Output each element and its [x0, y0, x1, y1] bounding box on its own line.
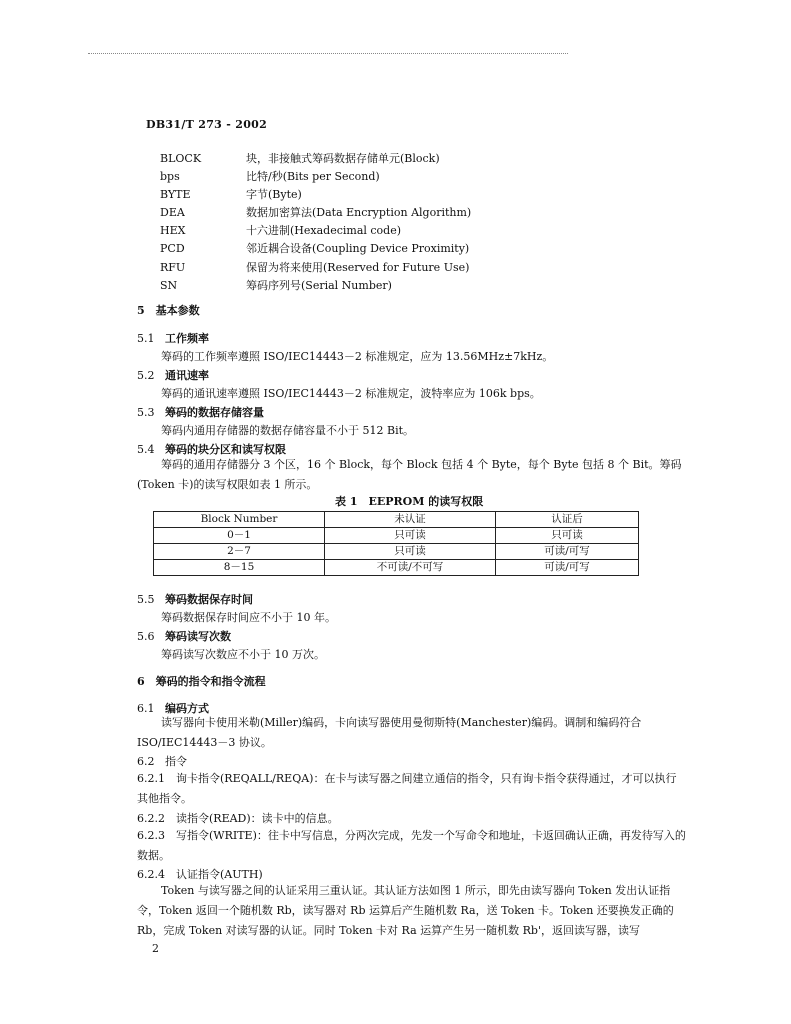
eeprom-permission-table: [153, 511, 639, 576]
section-5-2-body: 筹码的通讯速率遵照 ISO/IEC14443－2 标准规定，波特率应为 106k bps。: [161, 387, 541, 400]
clause-number: 6.2.2: [137, 812, 165, 825]
table-cell: 只可读: [325, 528, 496, 544]
section-5-4-body: 筹码的通用存储器分 3 个区，16 个 Block，每个 Block 包括 4 个 Byte，每个 Byte 包括 8 个 Bit。筹码(Token 卡)的读写权限如表 1 所示。: [137, 458, 682, 491]
section-6-2-4: [137, 866, 263, 882]
table-cell: 0－1: [154, 528, 325, 544]
section-number: 6: [137, 675, 145, 688]
section-title: 筹码的数据存储容量: [165, 406, 264, 419]
section-number: 5.4: [137, 443, 155, 456]
section-5-2-heading: [137, 367, 209, 383]
section-5-1-body: 筹码的工作频率遵照 ISO/IEC14443－2 标准规定，应为 13.56MHz±7kHz。: [161, 350, 554, 363]
section-title: 筹码读写次数: [165, 630, 231, 643]
abbr-desc: 块，非接触式筹码数据存储单元(Block): [246, 152, 440, 165]
clause-body: 认证指令(AUTH): [176, 868, 263, 881]
section-number: 6.2: [137, 755, 155, 768]
abbr-desc: 数据加密算法(Data Encryption Algorithm): [246, 206, 472, 220]
section-6-2-1: [137, 769, 687, 809]
abbr-row: [160, 168, 580, 186]
section-number: 5.2: [137, 369, 155, 382]
section-6-2-3: [137, 826, 687, 866]
abbr-row: [160, 204, 580, 222]
table-header-row: [154, 512, 639, 528]
clause-number: 6.2.1: [137, 772, 165, 785]
doc-header: DB31/T 273 - 2002: [146, 118, 268, 131]
section-5-5-body: 筹码数据保存时间应不小于 10 年。: [161, 611, 336, 624]
auth-paragraph: Token 与读写器之间的认证采用三重认证。其认证方法如图 1 所示，即先由读写器向 Token 发出认证指令，Token 返回一个随机数 Rb，读写器对 Rb 运算后产生随机数 Ra，送 Token 卡。Token 还要换发正确的 Rb，完成 Token 对读写器的认证。同时 Token 卡对 Ra 运算产生另一随机数 Rb'，返回读写器，读写: [137, 884, 674, 937]
table-cell: 只可读: [496, 528, 639, 544]
abbr-code: SN: [160, 278, 178, 292]
abbr-row: [160, 150, 580, 168]
table-cell: 只可读: [325, 544, 496, 560]
section-number: 5: [137, 304, 145, 317]
abbr-code: BYTE: [160, 188, 191, 202]
abbr-code: RFU: [160, 260, 186, 274]
abbr-code: HEX: [160, 224, 186, 238]
section-5-1-heading: [137, 330, 209, 346]
abbr-code: PCD: [160, 242, 185, 256]
abbr-desc: 十六进制(Hexadecimal code): [246, 224, 402, 238]
table-caption: 表 1 EEPROM 的读写权限: [335, 495, 484, 508]
section-title: 通讯速率: [165, 369, 209, 382]
section-number: 5.5: [137, 593, 155, 606]
page-number: 2: [152, 942, 159, 955]
section-title: 编码方式: [165, 702, 209, 715]
section-number: 5.1: [137, 332, 155, 345]
abbr-row: [160, 222, 580, 240]
table-row: [154, 560, 639, 576]
scan-noise: [88, 53, 568, 55]
column-header: 认证后: [496, 512, 639, 528]
abbr-desc: 筹码序列号(Serial Number): [246, 278, 392, 292]
table-cell: 可读/可写: [496, 544, 639, 560]
section-5-heading: [137, 302, 200, 318]
abbr-desc: 比特/秒(Bits per Second): [246, 170, 380, 184]
table-cell: 可读/可写: [496, 560, 639, 576]
clause-body: 询卡指令(REQALL/REQA)：在卡与读写器之间建立通信的指令，只有询卡指令获得通过，才可以执行其他指令。: [137, 772, 677, 805]
abbr-row: [160, 240, 580, 258]
clause-body: 写指令(WRITE)：往卡中写信息，分两次完成，先发一个写命令和地址，卡返回确认正确，再发待写入的数据。: [137, 829, 686, 862]
section-title: 筹码的指令和指令流程: [155, 675, 266, 688]
section-number: 5.3: [137, 406, 155, 419]
clause-body: 读指令(READ)：读卡中的信息。: [176, 812, 339, 825]
section-title: 指令: [165, 755, 187, 768]
table-cell: 2－7: [154, 544, 325, 560]
table-row: [154, 544, 639, 560]
section-number: 6.1: [137, 702, 155, 715]
column-header: Block Number: [154, 512, 325, 528]
section-title: 筹码数据保存时间: [165, 593, 253, 606]
abbr-code: DEA: [160, 206, 185, 220]
abbr-row: [160, 277, 580, 295]
abbr-desc: 字节(Byte): [246, 188, 302, 202]
section-5-5-heading: [137, 591, 253, 607]
table-cell: 不可读/不可写: [325, 560, 496, 576]
section-5-6-heading: [137, 628, 231, 644]
section-6-1-body: 读写器向卡使用米勒(Miller)编码，卡向读写器使用曼彻斯特(Manchester)编码。调制和编码符合 ISO/IEC14443－3 协议。: [137, 716, 642, 749]
abbr-desc: 邻近耦合设备(Coupling Device Proximity): [246, 242, 470, 256]
section-number: 5.6: [137, 630, 155, 643]
clause-number: 6.2.3: [137, 829, 165, 842]
abbreviation-list: [160, 150, 580, 295]
column-header: 未认证: [325, 512, 496, 528]
table-row: [154, 528, 639, 544]
table-cell: 8－15: [154, 560, 325, 576]
section-title: 筹码的块分区和读写权限: [165, 443, 286, 456]
abbr-row: [160, 186, 580, 204]
abbr-code: BLOCK: [160, 152, 202, 165]
section-6-2-heading: [137, 753, 187, 769]
section-title: 基本参数: [155, 304, 200, 317]
abbr-code: bps: [160, 170, 180, 184]
abbr-row: [160, 259, 580, 277]
section-5-6-body: 筹码读写次数应不小于 10 万次。: [161, 648, 325, 661]
section-6-heading: [137, 673, 266, 689]
clause-number: 6.2.4: [137, 868, 165, 881]
section-6-2-2: [137, 810, 339, 826]
section-5-3-heading: [137, 404, 264, 420]
section-title: 工作频率: [165, 332, 209, 345]
section-5-3-body: 筹码内通用存储器的数据存储容量不小于 512 Bit。: [161, 424, 415, 437]
abbr-desc: 保留为将来使用(Reserved for Future Use): [246, 260, 470, 274]
